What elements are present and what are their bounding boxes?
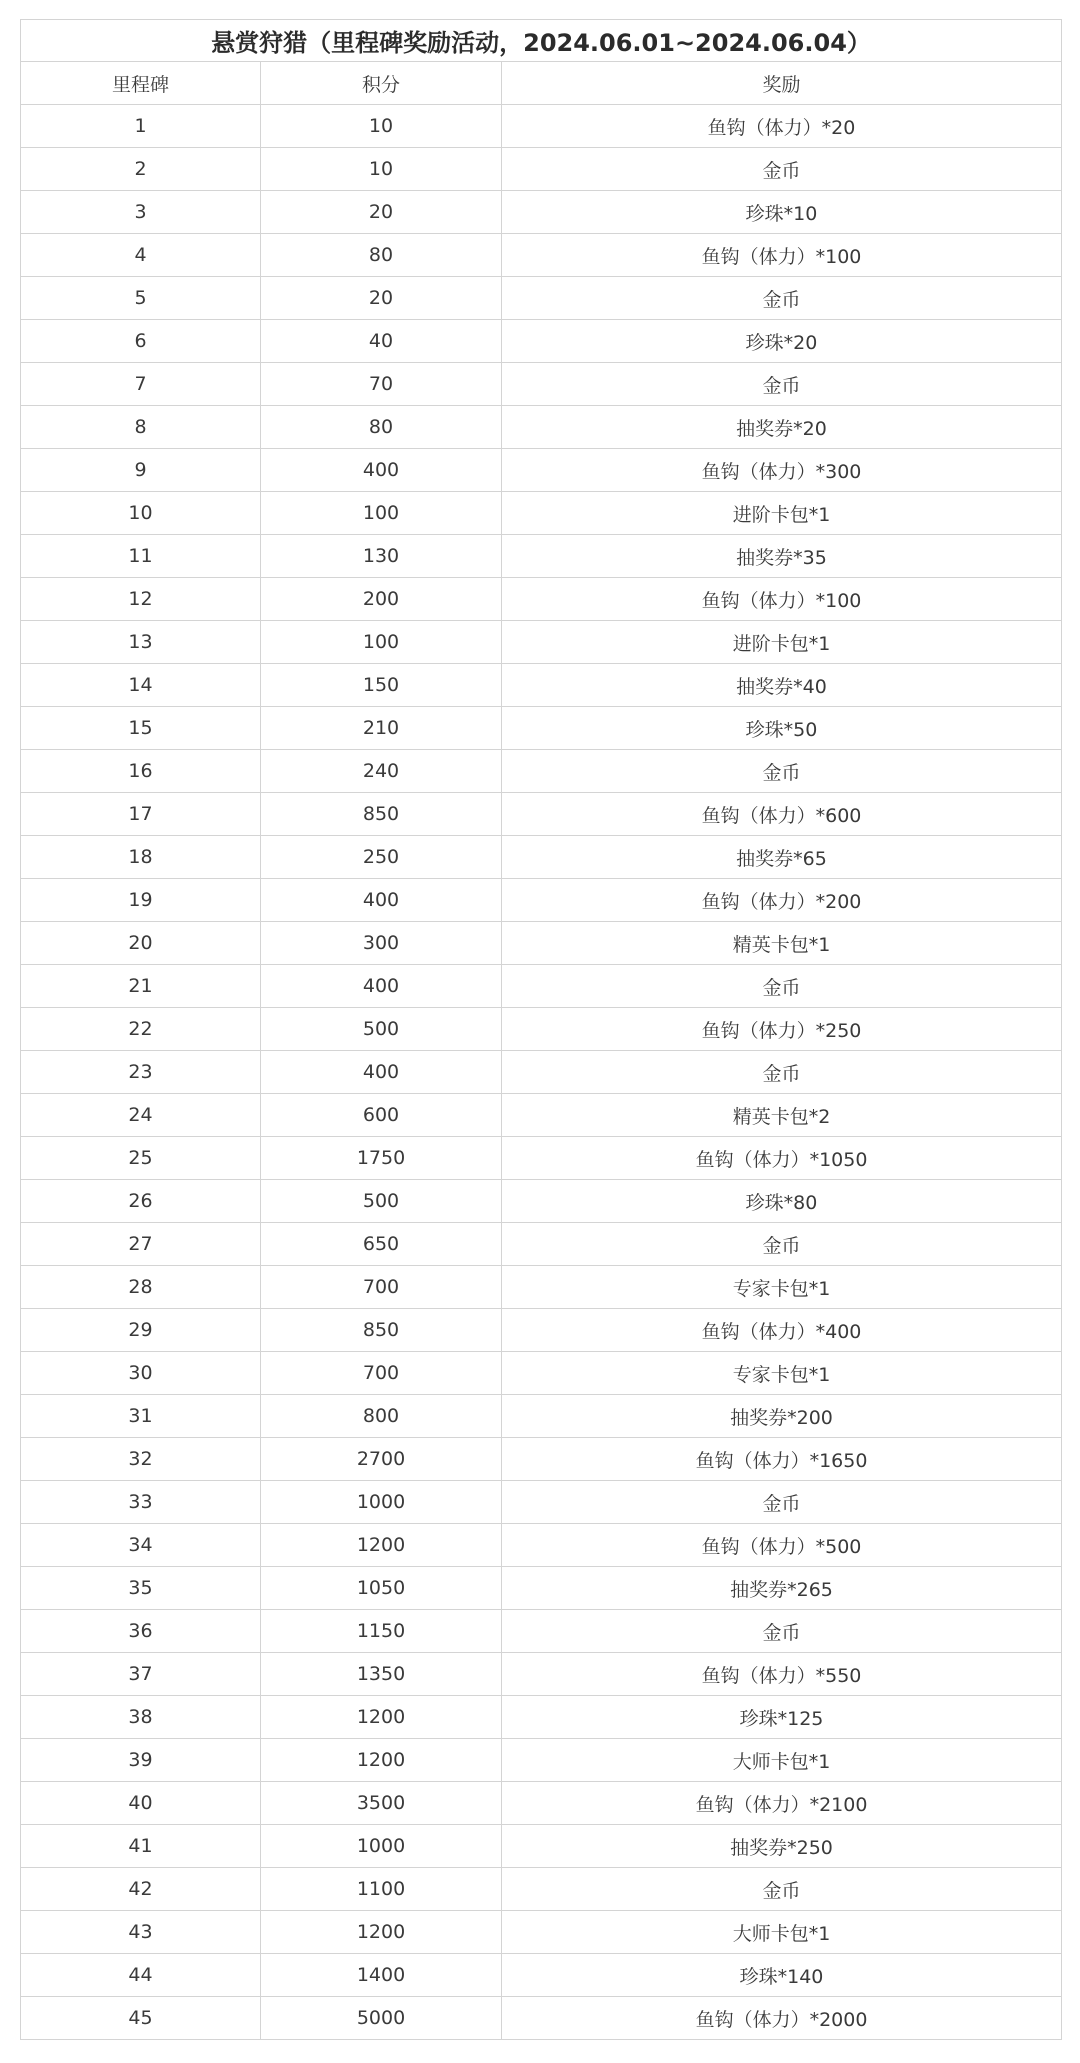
points-cell: 800 [261,1395,502,1438]
milestone-cell: 43 [21,1911,261,1954]
milestone-cell: 9 [21,449,261,492]
table-row [21,148,1062,191]
reward-cell: 金币 [502,1868,1062,1911]
reward-cell: 抽奖券*35 [502,535,1062,578]
milestone-cell: 42 [21,1868,261,1911]
points-cell: 20 [261,191,502,234]
points-cell: 400 [261,965,502,1008]
reward-cell: 精英卡包*1 [502,922,1062,965]
table-row [21,1782,1062,1825]
points-cell: 200 [261,578,502,621]
header-row [21,62,1062,105]
table-row [21,1524,1062,1567]
milestone-cell: 11 [21,535,261,578]
reward-cell: 鱼钩（体力）*300 [502,449,1062,492]
reward-cell: 金币 [502,277,1062,320]
table-row [21,406,1062,449]
reward-cell: 鱼钩（体力）*20 [502,105,1062,148]
table-title: 悬赏狩猎（里程碑奖励活动，2024.06.01~2024.06.04） [21,20,1062,62]
reward-cell: 金币 [502,1223,1062,1266]
table-row [21,1180,1062,1223]
points-cell: 80 [261,234,502,277]
points-cell: 500 [261,1180,502,1223]
points-cell: 1750 [261,1137,502,1180]
milestone-cell: 1 [21,105,261,148]
milestone-cell: 16 [21,750,261,793]
milestone-cell: 45 [21,1997,261,2040]
table-row [21,836,1062,879]
reward-cell: 珍珠*10 [502,191,1062,234]
milestone-cell: 27 [21,1223,261,1266]
points-cell: 400 [261,449,502,492]
table-row [21,234,1062,277]
table-row [21,1868,1062,1911]
table-row [21,1610,1062,1653]
points-cell: 1000 [261,1825,502,1868]
milestone-cell: 39 [21,1739,261,1782]
table-row [21,1567,1062,1610]
column-header-milestone: 里程碑 [21,62,261,105]
milestone-cell: 8 [21,406,261,449]
points-cell: 1100 [261,1868,502,1911]
milestone-cell: 33 [21,1481,261,1524]
reward-cell: 专家卡包*1 [502,1266,1062,1309]
table-row [21,664,1062,707]
reward-cell: 珍珠*125 [502,1696,1062,1739]
reward-cell: 鱼钩（体力）*2000 [502,1997,1062,2040]
reward-cell: 鱼钩（体力）*100 [502,234,1062,277]
reward-cell: 专家卡包*1 [502,1352,1062,1395]
points-cell: 700 [261,1352,502,1395]
reward-cell: 珍珠*20 [502,320,1062,363]
table-row [21,793,1062,836]
milestone-cell: 5 [21,277,261,320]
table-row [21,1309,1062,1352]
table-row [21,922,1062,965]
points-cell: 1200 [261,1911,502,1954]
table-row [21,320,1062,363]
milestone-cell: 29 [21,1309,261,1352]
points-cell: 1150 [261,1610,502,1653]
milestone-cell: 14 [21,664,261,707]
milestone-cell: 26 [21,1180,261,1223]
reward-cell: 鱼钩（体力）*550 [502,1653,1062,1696]
reward-cell: 精英卡包*2 [502,1094,1062,1137]
reward-cell: 金币 [502,1610,1062,1653]
points-cell: 70 [261,363,502,406]
reward-cell: 抽奖券*20 [502,406,1062,449]
table-row [21,535,1062,578]
milestone-cell: 10 [21,492,261,535]
points-cell: 10 [261,105,502,148]
table-row [21,1739,1062,1782]
points-cell: 210 [261,707,502,750]
points-cell: 400 [261,1051,502,1094]
milestone-cell: 44 [21,1954,261,1997]
table-row [21,1954,1062,1997]
table-row [21,1051,1062,1094]
reward-cell: 珍珠*140 [502,1954,1062,1997]
milestone-cell: 41 [21,1825,261,1868]
reward-cell: 金币 [502,363,1062,406]
milestone-cell: 32 [21,1438,261,1481]
points-cell: 240 [261,750,502,793]
table-row [21,1997,1062,2040]
milestone-cell: 31 [21,1395,261,1438]
table-row [21,1094,1062,1137]
table-row [21,1223,1062,1266]
reward-cell: 鱼钩（体力）*250 [502,1008,1062,1051]
table-row [21,1911,1062,1954]
table-row [21,1266,1062,1309]
table-body [21,105,1062,2040]
reward-cell: 大师卡包*1 [502,1911,1062,1954]
column-header-reward: 奖励 [502,62,1062,105]
points-cell: 1200 [261,1739,502,1782]
milestone-cell: 36 [21,1610,261,1653]
milestone-cell: 12 [21,578,261,621]
points-cell: 700 [261,1266,502,1309]
table-row [21,965,1062,1008]
table-row [21,191,1062,234]
milestone-cell: 40 [21,1782,261,1825]
points-cell: 400 [261,879,502,922]
reward-cell: 鱼钩（体力）*1650 [502,1438,1062,1481]
reward-cell: 金币 [502,1051,1062,1094]
points-cell: 650 [261,1223,502,1266]
milestone-cell: 34 [21,1524,261,1567]
reward-cell: 进阶卡包*1 [502,492,1062,535]
milestone-cell: 7 [21,363,261,406]
milestone-cell: 19 [21,879,261,922]
points-cell: 1000 [261,1481,502,1524]
points-cell: 500 [261,1008,502,1051]
points-cell: 1400 [261,1954,502,1997]
points-cell: 10 [261,148,502,191]
points-cell: 850 [261,793,502,836]
reward-cell: 鱼钩（体力）*600 [502,793,1062,836]
milestone-cell: 38 [21,1696,261,1739]
milestone-cell: 28 [21,1266,261,1309]
points-cell: 5000 [261,1997,502,2040]
milestone-cell: 3 [21,191,261,234]
milestone-cell: 37 [21,1653,261,1696]
reward-cell: 金币 [502,1481,1062,1524]
table-row [21,707,1062,750]
reward-cell: 抽奖券*40 [502,664,1062,707]
milestone-cell: 13 [21,621,261,664]
reward-cell: 大师卡包*1 [502,1739,1062,1782]
table-row [21,1696,1062,1739]
milestone-cell: 21 [21,965,261,1008]
points-cell: 20 [261,277,502,320]
points-cell: 300 [261,922,502,965]
milestone-cell: 6 [21,320,261,363]
reward-cell: 鱼钩（体力）*2100 [502,1782,1062,1825]
milestone-cell: 17 [21,793,261,836]
milestone-cell: 20 [21,922,261,965]
table-row [21,1653,1062,1696]
table-row [21,1481,1062,1524]
table-row [21,1438,1062,1481]
milestone-cell: 4 [21,234,261,277]
table-row [21,492,1062,535]
table-row [21,363,1062,406]
points-cell: 100 [261,492,502,535]
table-row [21,1352,1062,1395]
table-row [21,750,1062,793]
points-cell: 3500 [261,1782,502,1825]
reward-cell: 进阶卡包*1 [502,621,1062,664]
points-cell: 1350 [261,1653,502,1696]
table-row [21,1825,1062,1868]
reward-cell: 鱼钩（体力）*200 [502,879,1062,922]
points-cell: 80 [261,406,502,449]
points-cell: 100 [261,621,502,664]
reward-cell: 珍珠*50 [502,707,1062,750]
points-cell: 1050 [261,1567,502,1610]
reward-cell: 鱼钩（体力）*500 [502,1524,1062,1567]
reward-cell: 鱼钩（体力）*1050 [502,1137,1062,1180]
milestone-cell: 30 [21,1352,261,1395]
reward-cell: 抽奖券*265 [502,1567,1062,1610]
reward-cell: 金币 [502,750,1062,793]
table-row [21,1137,1062,1180]
table-row [21,578,1062,621]
milestone-cell: 24 [21,1094,261,1137]
milestone-cell: 22 [21,1008,261,1051]
title-row [21,20,1062,62]
points-cell: 40 [261,320,502,363]
milestone-cell: 25 [21,1137,261,1180]
milestone-cell: 35 [21,1567,261,1610]
milestone-reward-table [20,19,1062,2040]
column-header-points: 积分 [261,62,502,105]
points-cell: 600 [261,1094,502,1137]
points-cell: 130 [261,535,502,578]
milestone-cell: 2 [21,148,261,191]
points-cell: 150 [261,664,502,707]
table-row [21,1395,1062,1438]
reward-cell: 鱼钩（体力）*100 [502,578,1062,621]
reward-cell: 珍珠*80 [502,1180,1062,1223]
table-row [21,1008,1062,1051]
milestone-cell: 23 [21,1051,261,1094]
reward-cell: 抽奖券*200 [502,1395,1062,1438]
table-row [21,879,1062,922]
reward-cell: 金币 [502,965,1062,1008]
table-row [21,105,1062,148]
table-row [21,621,1062,664]
points-cell: 1200 [261,1696,502,1739]
reward-cell: 抽奖券*65 [502,836,1062,879]
points-cell: 1200 [261,1524,502,1567]
table-row [21,449,1062,492]
reward-cell: 鱼钩（体力）*400 [502,1309,1062,1352]
reward-cell: 抽奖券*250 [502,1825,1062,1868]
milestone-cell: 18 [21,836,261,879]
points-cell: 250 [261,836,502,879]
reward-cell: 金币 [502,148,1062,191]
points-cell: 2700 [261,1438,502,1481]
milestone-cell: 15 [21,707,261,750]
table-row [21,277,1062,320]
points-cell: 850 [261,1309,502,1352]
